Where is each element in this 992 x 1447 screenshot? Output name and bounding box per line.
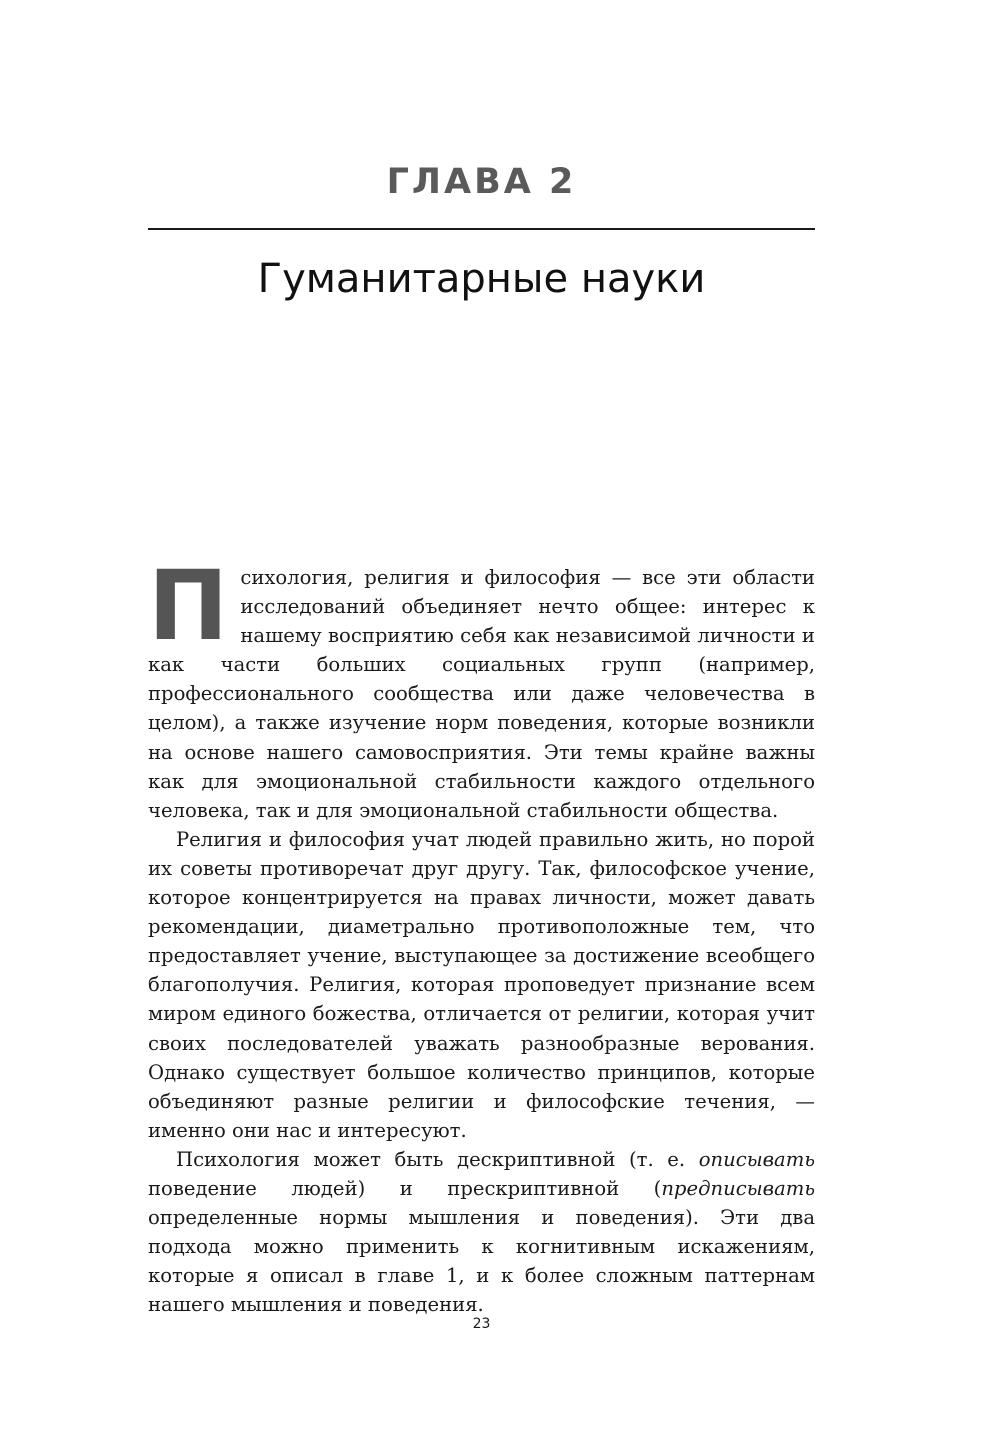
paragraph-3-text-b: поведение людей) и прескриптивной ( xyxy=(148,1176,662,1200)
paragraph-3-text-a: Психология может быть дескриптивной (т. е. xyxy=(176,1147,699,1171)
chapter-label: ГЛАВА 2 xyxy=(386,162,577,202)
chapter-title: Гуманитарные науки xyxy=(257,256,706,302)
paragraph-1 xyxy=(148,550,815,825)
chapter-body xyxy=(148,550,815,1319)
paragraph-1-text: сихология, религия и философия — все эти области исследований объединяет нечто общее: интерес к нашему восприятию себя как независимой личности и как части больших социальных групп (например, профессионального сообщества или даже человечества в целом), а также изучение норм поведения, которые возникли на основе нашего самовосприятия. Эти темы крайне важны как для эмоциональной стабильности каждого отдельного человека, так и для эмоциональной стабильности общества. xyxy=(148,566,815,822)
term-prescribe: предписывать xyxy=(661,1176,815,1200)
paragraph-3-text-c: определенные нормы мышления и поведения). Эти два подхода можно применить к когнитивным искажениям, которые я описал в главе 1, и к более сложным паттернам нашего мышления и поведения. xyxy=(148,1206,815,1317)
drop-cap: П xyxy=(148,550,229,662)
paragraph-2: Религия и философия учат людей правильно жить, но порой их советы противоречат друг другу. Так, философское учение, которое концентрируется на правах личности, может давать рекомендации, диаметрально противоположные тем, что предоставляет учение, выступающее за достижение всеобщего благополучия. Религия, которая проповедует признание всем миром единого божества, отличается от религии, которая учит своих последователей уважать разнообразные верования. Однако существует большое количество принципов, которые объединяют разные религии и философские течения, — именно они нас и интересуют. xyxy=(148,827,815,1142)
page-number: 23 xyxy=(472,1316,491,1332)
paragraph-3 xyxy=(148,1145,815,1320)
chapter-divider xyxy=(148,228,815,230)
term-describe: описывать xyxy=(698,1147,815,1171)
